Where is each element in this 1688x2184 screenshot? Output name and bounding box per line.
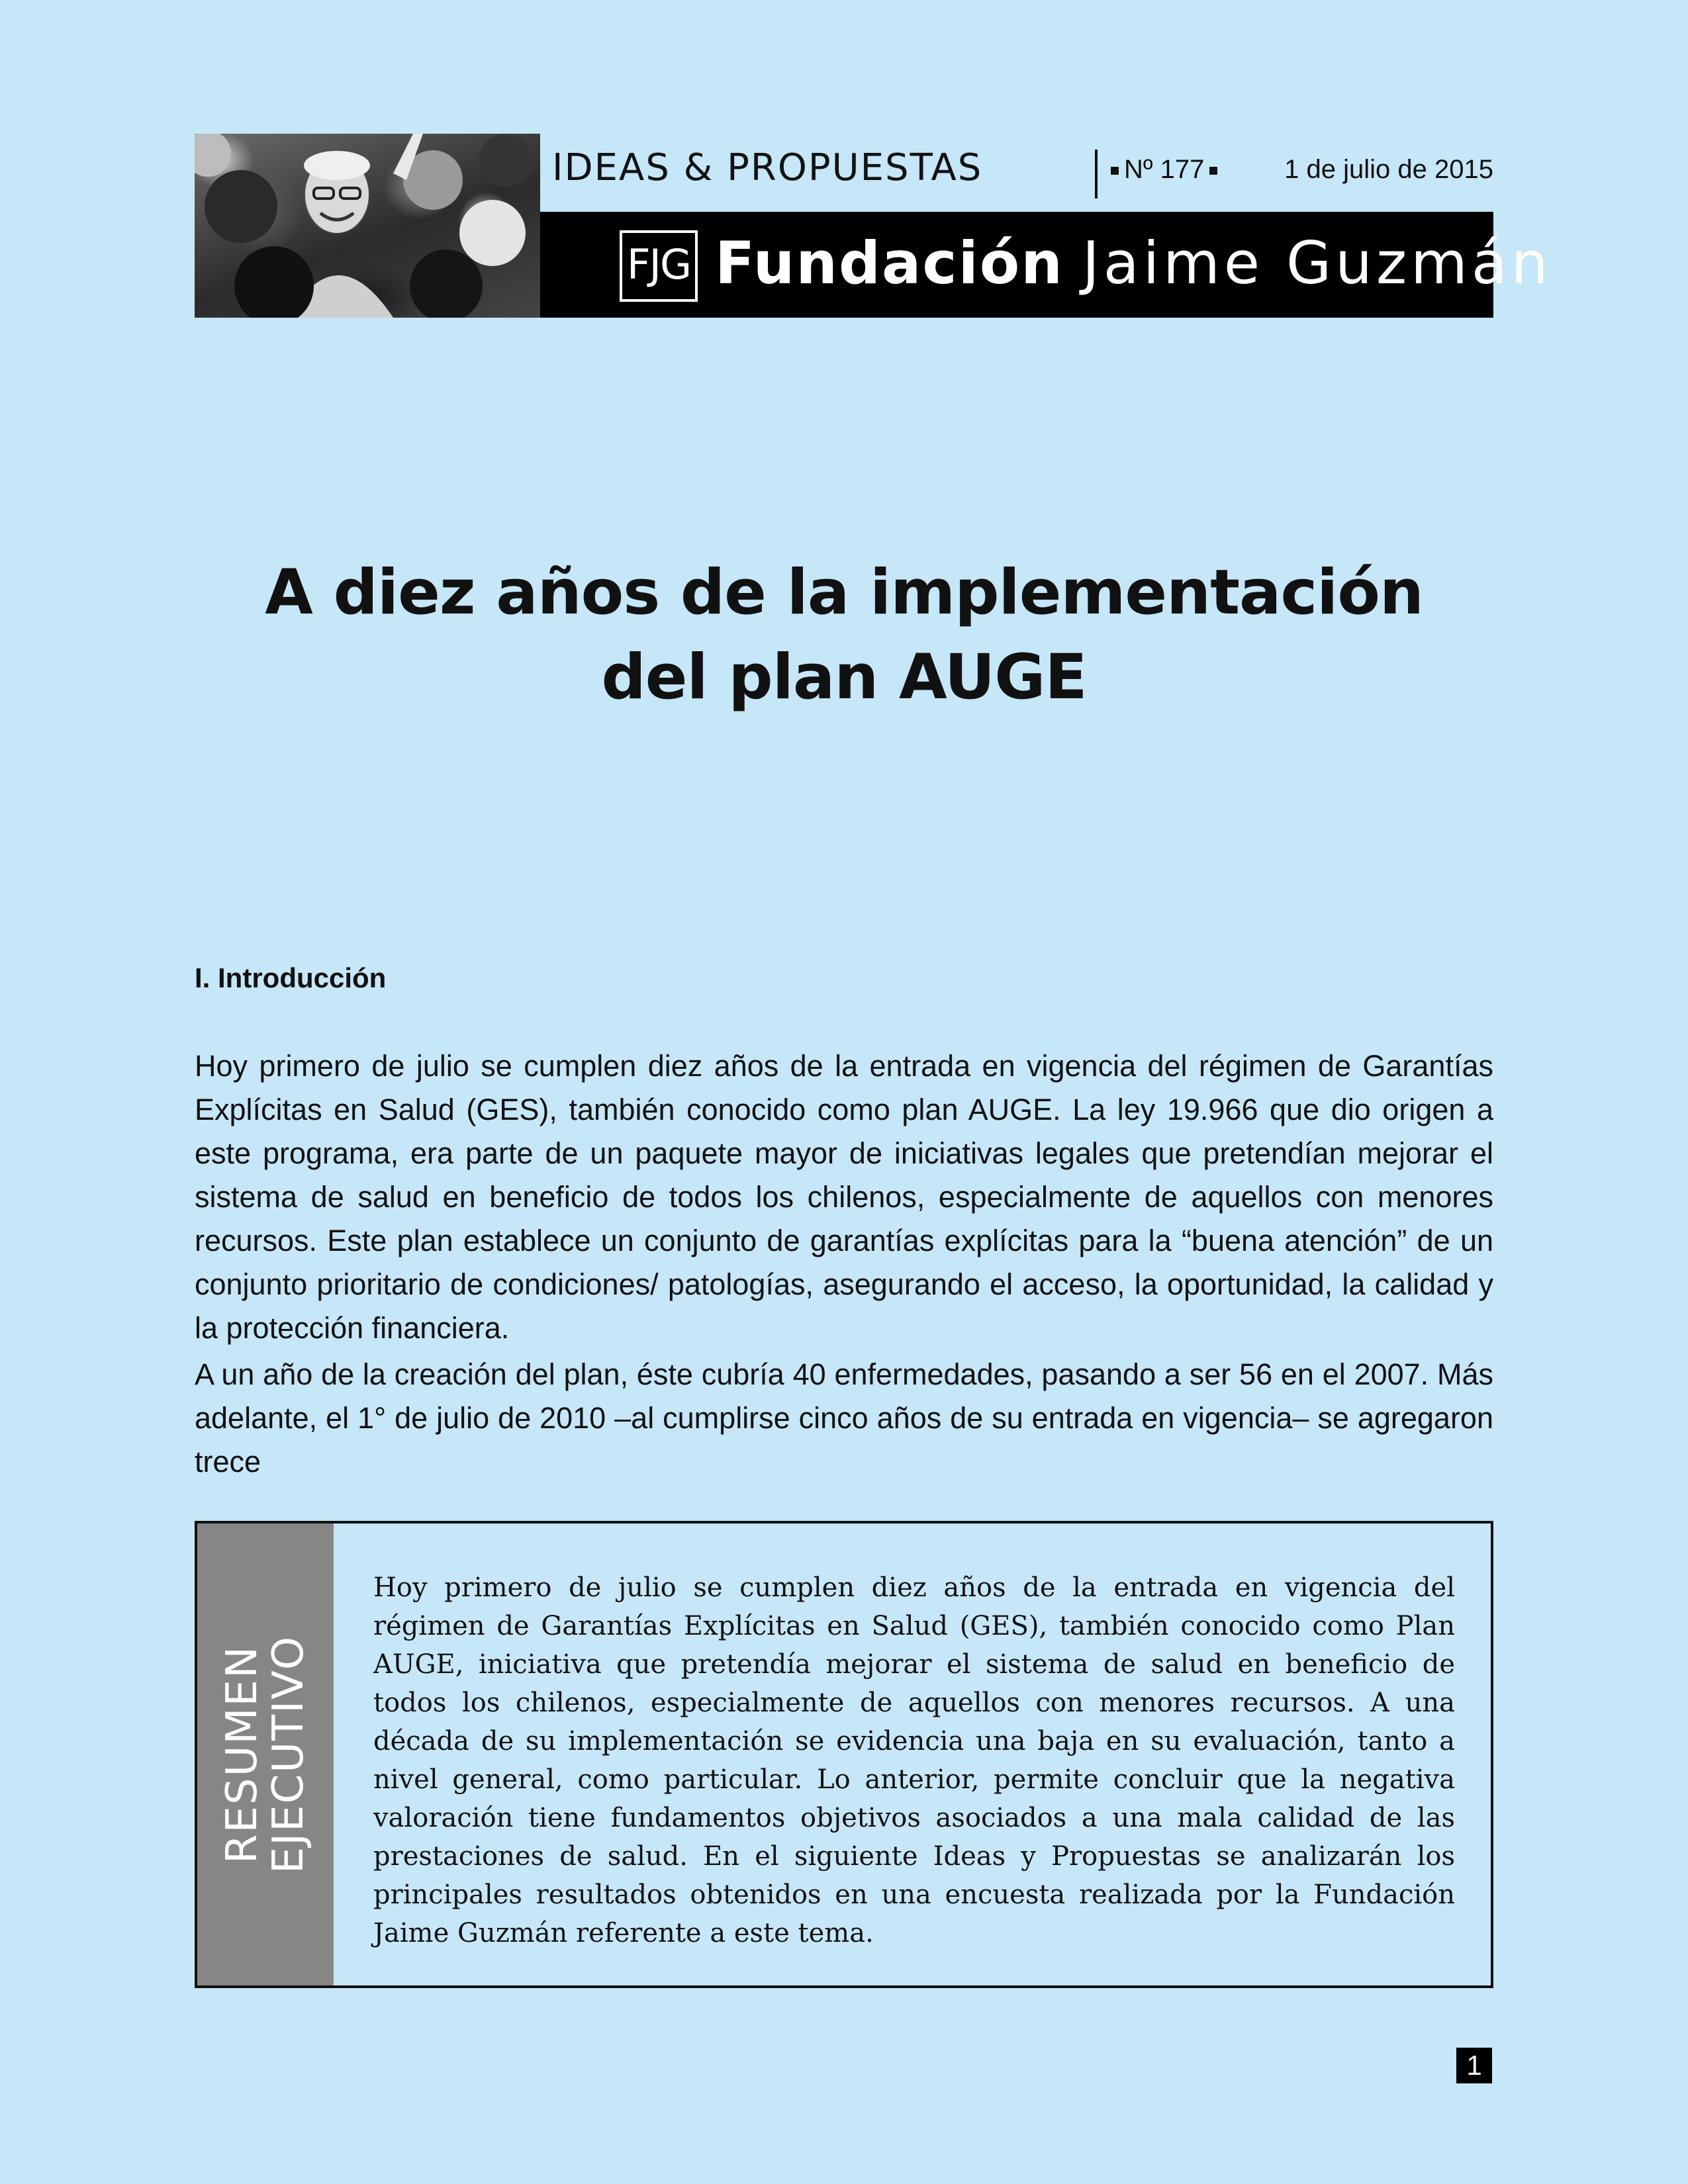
bullet-square-icon	[1111, 167, 1119, 175]
executive-summary-label-line-2: EJECUTIVO	[264, 1635, 313, 1874]
header-top-row	[552, 148, 1493, 188]
page-title	[0, 551, 1688, 720]
page-number: 1	[1456, 2048, 1492, 2083]
page-title-line-1: A diez años de la implementación	[265, 557, 1423, 629]
foundation-name-bold: Fundación	[715, 229, 1064, 297]
foundation-name-light: Jaime Guzmán	[1082, 229, 1552, 297]
page-title-line-2: del plan AUGE	[601, 641, 1087, 713]
crowd-photo-image	[195, 134, 540, 318]
executive-summary-side	[197, 1524, 334, 1985]
bullet-square-icon	[1209, 167, 1217, 175]
issue-number-text: Nº 177	[1124, 155, 1205, 184]
series-title: IDEAS & PROPUESTAS	[552, 146, 983, 189]
executive-summary-box	[195, 1521, 1493, 1988]
fjg-logo: FJG	[620, 230, 698, 302]
header-photo	[195, 134, 540, 318]
section-heading: I. Introducción	[195, 962, 387, 993]
issue-date: 1 de julio de 2015	[1284, 155, 1493, 184]
executive-summary-label-line-1: RESUMEN	[218, 1645, 267, 1864]
body-paragraph: Hoy primero de julio se cumplen diez años de la entrada en vigencia del régimen de Garantías Explícitas en Salud (GES), también conocido como plan AUGE. La ley 19.966 que dio origen a este programa, era parte de un paquete mayor de iniciativas legales que pretendían mejorar el sistema de salud en beneficio de todos los chilenos, especialmente de aquellos con menores recursos. Este plan establece un conjunto de garantías explícitas para la “buena atención” de un conjunto prioritario de condiciones/ patologías, asegurando el acceso, la oportunidad, la calidad y la protección financiera.	[195, 1049, 1493, 1345]
body-paragraph: A un año de la creación del plan, éste cubría 40 enfermedades, pasando a ser 56 en el 2007. Más adelante, el 1° de julio de 2010 –al cumplirse cinco años de su entrada en vigencia– se agregaron trece	[195, 1357, 1493, 1479]
issue-number	[1105, 154, 1223, 185]
foundation-band	[540, 212, 1552, 318]
executive-summary-label	[219, 1635, 312, 1874]
masthead	[195, 134, 1552, 318]
executive-summary-text: Hoy primero de julio se cumplen diez años de la entrada en vigencia del régimen de Garantías Explícitas en Salud (GES), también conocido como Plan AUGE, iniciativa que pretendía mejorar el sistema de salud en beneficio de todos los chilenos, especialmente de aquellos con menores recursos. A una década de su implementación se evidencia una baja en su evaluación, tanto a nivel general, como particular. Lo anterior, permite concluir que la negativa valoración tiene fundamentos objetivos asociados a una mala calidad de las prestaciones de salud. En el siguiente Ideas y Propuestas se analizarán los principales resultados obtenidos en una encuesta realizada por la Fundación Jaime Guzmán referente a este tema.	[373, 1572, 1455, 1948]
foundation-name	[715, 226, 1552, 300]
divider	[1095, 150, 1098, 199]
